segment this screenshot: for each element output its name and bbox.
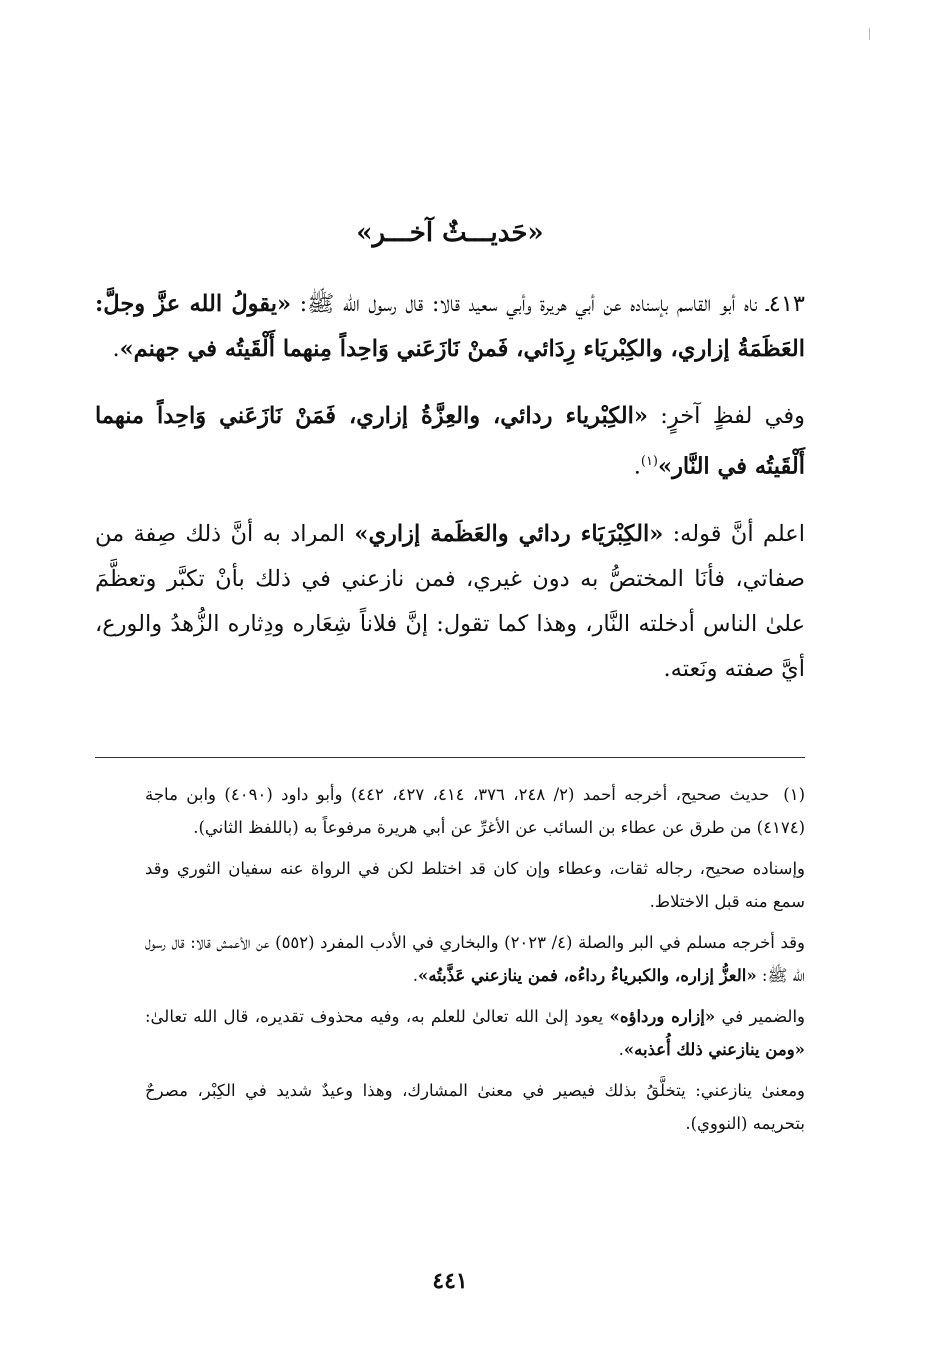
footnote-1: [145, 778, 805, 844]
footnotes: [145, 778, 805, 1148]
footnote-ref[interactable]: (١): [640, 454, 658, 469]
second-quote: «الكِبْرياء ردائي، والعِزَّةُ إزاري، فَمَنْ نَازَعَني وَاحِداً منهما أَلْقَيتُه في النَّار»: [95, 403, 805, 480]
document-page: [95, 0, 805, 1368]
explanation-paragraph: [95, 512, 805, 692]
footnote-paragraph-3: [145, 926, 805, 992]
section-title: «حَديـــثٌ آخـــر»: [356, 218, 544, 248]
second-intro: وفي لفظٍ آخرٍ:: [647, 403, 805, 429]
footnote-3-intro: وقد أخرجه مسلم في البر والصلة (٤/ ٢٠٢٣) والبخاري في الأدب المفرد (٥٥٢) عن الأعمش قالا: قال رسول الله ﷺ:: [145, 933, 805, 985]
corner-mark: [869, 28, 870, 40]
footnote-3-end: .: [412, 966, 418, 985]
hadith-intro: ٤١٣ـ ناه أبو القاسم بإسناده عن أبي هريرة وأبي سعيد قالا: قال رسول الله ﷺ:: [291, 291, 806, 317]
explanation-intro: اعلم أنَّ قوله:: [663, 520, 805, 547]
footnote-number: (١): [783, 785, 806, 804]
hadith-quote: «يقولُ الله عزَّ وجلَّ: العَظَمَةُ إزاري، والكِبْريَاء رِدَائي، فَمنْ نَازَعَني وَاحِداً مِنهما أَلْقَيتُه في جهنم»: [95, 291, 805, 362]
explanation-quote: «الكِبْرَيَاء ردائي والعَظَمة إزاري»: [354, 520, 664, 547]
footnote-paragraph-4: [145, 1000, 805, 1066]
footnote-4-end: .: [618, 1040, 624, 1059]
footnote-3-quote: «العزُّ إزاره، والكبرياءُ رداءُه، فمن ينازعني عَذَّبتُه»: [418, 966, 757, 985]
main-text: [95, 282, 805, 714]
footnote-text-1: حديث صحيح، أخرجه أحمد (٢/ ٢٤٨، ٣٧٦، ٤١٤، ٤٢٧، ٤٤٢) وأبو داود (٤٠٩٠) وابن ماجة (٤١٧٤) من طرق عن عطاء بن السائب عن الأغرِّ عن أبي هريرة مرفوعاً به (باللفظ الثاني).: [145, 785, 805, 837]
footnote-divider: [95, 757, 805, 758]
explanation-rest: المراد به أنَّ ذلك صِفة من صفاتي، فأنَا المختصُّ به دون غيري، فمن نازعني في ذلك بأنْ تكبَّر وتعظَّمَ علىٰ الناس أدخلته النَّار، وهذا كما تقول: إنَّ فلاناً شِعَاره ودِثاره الزُّهدُ والورع، أيَّ صفته ونَعته.: [95, 520, 805, 682]
footnote-paragraph-5: ومعنىٰ ينازعني: يتخلَّقُ بذلك فيصير في معنىٰ المشارك، وهذا وعيدٌ شديد في الكِبْر، مصرحٌ بتحريمه (النووي).: [145, 1081, 805, 1133]
second-end: .: [633, 453, 641, 480]
footnote-4-quote-1: «إزاره ورداؤه»: [609, 1007, 716, 1026]
hadith-paragraph: [95, 282, 805, 372]
second-wording-paragraph: [95, 394, 805, 490]
footnote-4-mid: يعود إلىٰ الله تعالىٰ للعلم به، وفيه محذوف تقديره، قال الله تعالىٰ:: [145, 1007, 610, 1026]
page-number: ٤٤١: [432, 1268, 468, 1294]
footnote-4-intro: والضمير في: [715, 1007, 805, 1026]
footnote-4-quote-2: «ومن ينازعني ذلك أُعذبه»: [623, 1040, 805, 1059]
hadith-end: .: [112, 336, 120, 362]
footnote-paragraph-2: وإسناده صحيح، رجاله ثقات، وعطاء وإن كان قد اختلط لكن في الرواة عنه سفيان الثوري وقد سمع منه قبل الاختلاط.: [145, 859, 805, 911]
